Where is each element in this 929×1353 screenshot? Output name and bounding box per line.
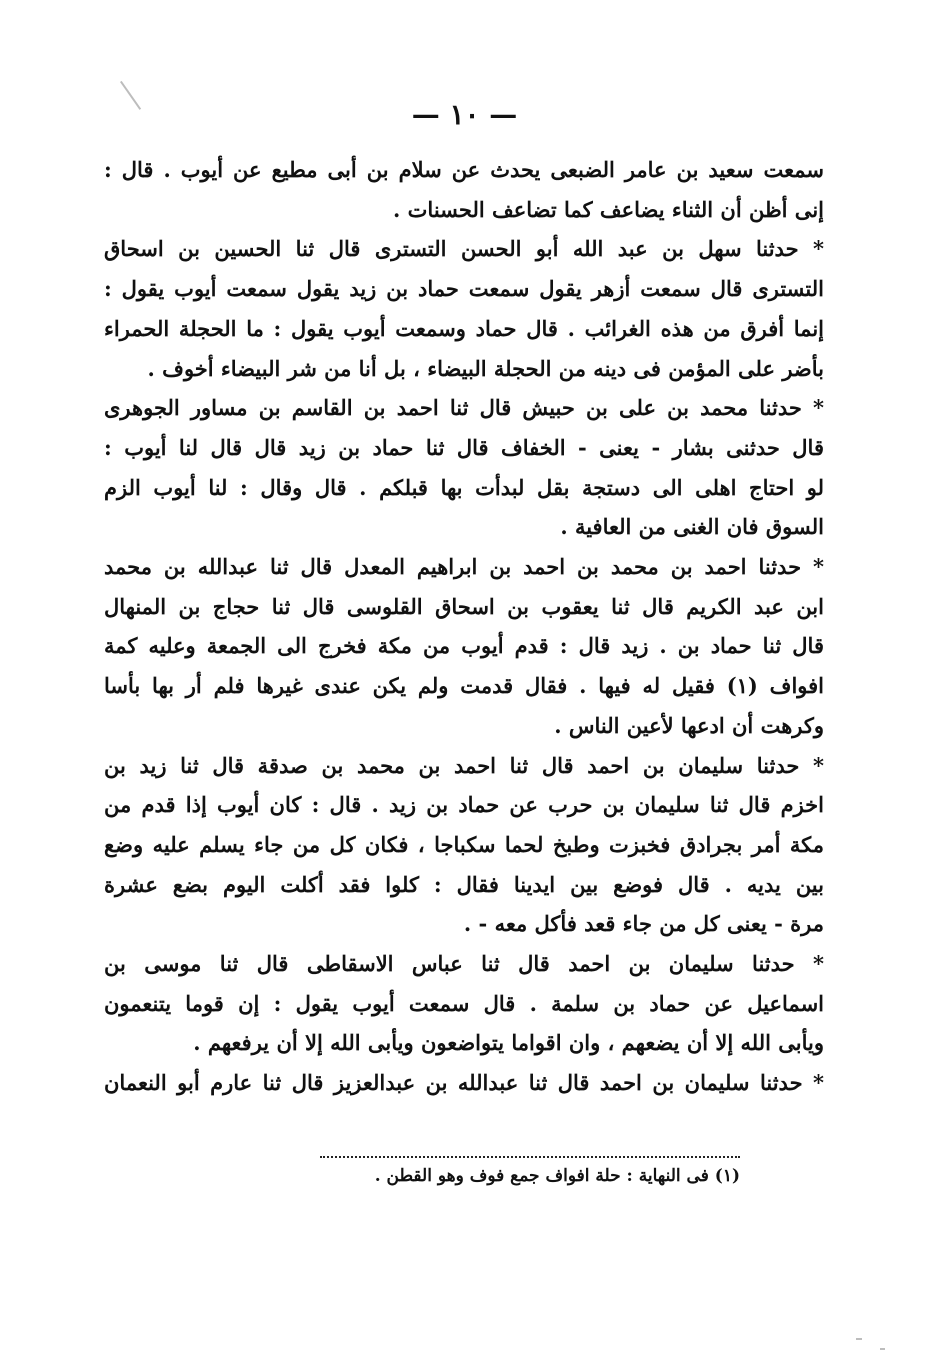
- text-line: وكرهت أن ادعها لأعين الناس .: [554, 712, 824, 738]
- scan-speck: [856, 1338, 862, 1340]
- scan-speck: [880, 1348, 885, 1350]
- text-line: * حدثنا سهل بن عبد الله أبو الحسن التسترى قال ثنا الحسين بن اسحاق: [104, 236, 824, 262]
- text-line: قال حدثنى بشار - يعنى - الخفاف قال ثنا حماد بن زيد قال قال لنا أيوب :: [104, 434, 824, 460]
- text-line: * حدثنا احمد بن محمد بن احمد بن ابراهيم المعدل قال ثنا عبدالله بن محمد: [104, 554, 824, 580]
- text-line: إنما أفرق من هذه الغرائب . قال حماد وسمعت أيوب يقول : ما الحجلة الحمراء: [104, 315, 824, 341]
- text-line: ويأبى الله إلا أن يضعهم ، وان اقواما يتواضعون ويأبى الله إلا أن يرفعهم .: [193, 1030, 824, 1056]
- text-line: سمعت سعيد بن عامر الضبعى يحدث عن سلام بن أبى مطيع عن أيوب . قال :: [104, 157, 824, 182]
- paragraph-4: [104, 547, 824, 746]
- text-line: السوق فان الغنى من العافية .: [560, 514, 824, 540]
- paragraph-6: [104, 944, 824, 1063]
- text-line: * حدثنا سليمان بن احمد قال ثنا احمد بن محمد بن صدقة قال ثنا زيد بن: [104, 752, 824, 778]
- text-line: مرة - يعنى كل من جاء قعد فأكل معه - .: [463, 911, 824, 937]
- text-line: اسماعيل عن حماد بن سلمة . قال سمعت أيوب يقول : إن قوما يتنعمون: [104, 990, 824, 1016]
- text-line: بأضر على المؤمن فى دينه من الحجلة البيضاء ، بل أنا من شر البيضاء أخوف .: [147, 355, 824, 381]
- paragraph-5: [104, 746, 824, 945]
- paragraph-3: [104, 388, 824, 547]
- paragraph-2: [104, 229, 824, 388]
- text-line: مكة أمر بجرادق فخبزت وطبخ لحما سكباجا ، فكان كل من جاء يسلم عليه وضع: [104, 831, 824, 857]
- footnote: (١) فى النهاية : حلة افواف جمع فوف وهو القطن .: [374, 1166, 740, 1186]
- text-line: إنى أظن أن الثناء يضاعف كما تضاعف الحسنات .: [393, 196, 824, 222]
- paragraph-1: [104, 150, 824, 229]
- paragraph-7: [104, 1063, 824, 1103]
- text-line: * حدثنا محمد بن على بن حبيش قال ثنا احمد بن القاسم بن مساور الجوهرى: [104, 395, 824, 421]
- text-line: ابن عبد الكريم قال ثنا يعقوب بن اسحاق القلوسى قال ثنا حجاج بن المنهال: [104, 593, 824, 619]
- page-number: — ١٠ —: [411, 98, 518, 131]
- text-line: افواف (١) فقيل له فيها . فقال قدمت ولم يكن عندى غيرها فلم أر بها بأسا: [104, 673, 824, 699]
- main-text: [104, 150, 824, 1103]
- text-line: * حدثنا سليمان بن احمد قال ثنا عبدالله بن عبدالعزيز قال ثنا عارم أبو النعمان: [104, 1070, 824, 1096]
- text-line: لو احتاج اهلى الى دستجة بقل لبدأت بها قبلكم . قال وقال : لنا أيوب الزم: [104, 474, 824, 500]
- text-line: بين يديه . قال فوضع بين ايدينا فقال : كلوا فقد أكلت اليوم بضع عشرة: [104, 871, 824, 897]
- footnote-separator: [320, 1156, 740, 1158]
- text-line: التسترى قال سمعت أزهر يقول سمعت حماد بن زيد يقول سمعت أيوب يقول :: [104, 276, 824, 302]
- text-line: اخزم قال ثنا سليمان بن حرب عن حماد بن زيد . قال : كان أيوب إذا قدم من: [104, 792, 824, 818]
- text-line: قال ثنا حماد بن . زيد قال : قدم أيوب من مكة فخرج الى الجمعة وعليه كمة: [104, 633, 824, 659]
- text-line: * حدثنا سليمان بن احمد قال ثنا عباس الاسقاطى قال ثنا موسى بن: [104, 951, 824, 977]
